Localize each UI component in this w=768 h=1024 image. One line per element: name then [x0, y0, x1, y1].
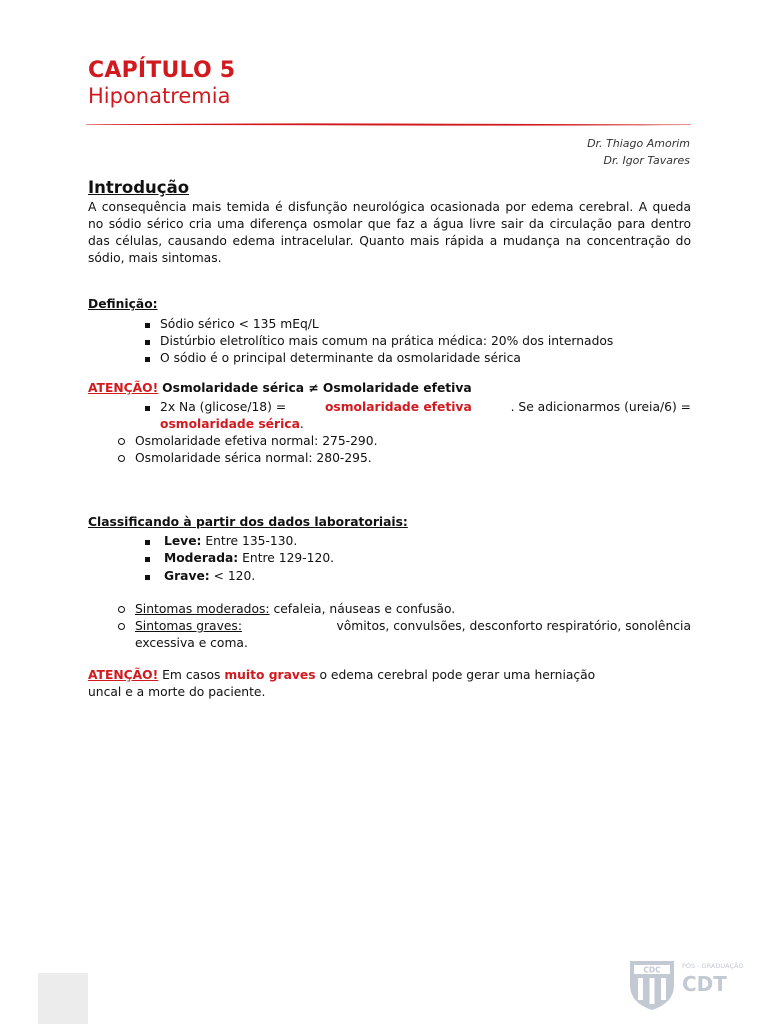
- chapter-label: CAPÍTULO 5: [88, 58, 236, 83]
- shield-text: CDC: [643, 965, 661, 975]
- definition-item: Sódio sérico < 135 mEq/L: [160, 317, 319, 331]
- square-bullet-icon: [145, 557, 150, 562]
- square-bullet-icon: [145, 357, 150, 362]
- shield-icon: [628, 955, 758, 1011]
- severity-label: Leve:: [164, 534, 202, 548]
- attention-note-cont: uncal e a morte do paciente.: [88, 685, 266, 699]
- formula-serum: osmolaridade sérica: [160, 417, 300, 431]
- logo-subtitle: PÓS - GRADUAÇÃO: [682, 962, 744, 970]
- page-corner-block: [38, 973, 88, 1024]
- severity-level: [164, 550, 334, 567]
- symptom-item: [135, 601, 455, 618]
- circle-bullet-icon: [118, 606, 125, 613]
- circle-bullet-icon: [118, 455, 125, 462]
- author-1: Dr. Thiago Amorim: [587, 137, 690, 150]
- formula-middle: . Se adicionarmos (ureia/6) =: [510, 400, 691, 414]
- attention-text: Em casos: [158, 668, 225, 682]
- symptom-text: vômitos, convulsões, desconforto respiratório, sonolência: [336, 619, 691, 633]
- formula-end: .: [299, 417, 304, 431]
- severity-range: Entre 129-120.: [238, 551, 335, 565]
- normal-value: Osmolaridade sérica normal: 280-295.: [135, 451, 372, 465]
- definition-heading: Definição:: [88, 297, 158, 311]
- attention-note: [88, 667, 691, 684]
- severity-range: < 120.: [209, 569, 256, 583]
- attention-title: Osmolaridade sérica ≠ Osmolaridade efetiva: [162, 381, 472, 395]
- square-bullet-icon: [145, 340, 150, 345]
- logo-text: CDT: [682, 972, 727, 996]
- square-bullet-icon: [145, 540, 150, 545]
- severity-range: Entre 135-130.: [201, 534, 298, 548]
- severity-level: [164, 568, 255, 585]
- cdt-logo: [628, 955, 758, 1011]
- symptom-text-cont: excessiva e coma.: [135, 636, 248, 650]
- definition-item: Distúrbio eletrolítico mais comum na prática médica: 20% dos internados: [160, 334, 614, 348]
- intro-paragraph: A consequência mais temida é disfunção neurológica ocasionada por edema cerebral. A queda no sódio sérico cria uma diferença osmolar que faz a água livre sair da circulação para dentro das células, causando edema intracelular. Quanto mais rápida a mudança na concentração do sódio, mais sintomas.: [88, 200, 691, 265]
- attention-emphasis: muito graves: [224, 668, 316, 682]
- circle-bullet-icon: [118, 438, 125, 445]
- formula-line: [160, 399, 691, 416]
- attention-heading: [88, 380, 472, 397]
- symptom-text: cefaleia, náuseas e confusão.: [269, 602, 456, 616]
- red-divider: [86, 121, 691, 127]
- definition-item: O sódio é o principal determinante da osmolaridade sérica: [160, 351, 521, 365]
- symptom-label: Sintomas moderados:: [135, 602, 270, 616]
- normal-value: Osmolaridade efetiva normal: 275-290.: [135, 434, 378, 448]
- square-bullet-icon: [145, 575, 150, 580]
- symptom-label: Sintomas graves:: [135, 619, 242, 633]
- attention-text: o edema cerebral pode gerar uma herniação: [315, 668, 596, 682]
- severity-label: Grave:: [164, 569, 210, 583]
- author-2: Dr. Igor Tavares: [603, 154, 690, 167]
- square-bullet-icon: [145, 406, 150, 411]
- classification-heading: Classificando à partir dos dados laboratoriais:: [88, 515, 408, 529]
- formula-prefix: 2x Na (glicose/18) =: [160, 400, 287, 414]
- circle-bullet-icon: [118, 623, 125, 630]
- attention-label: ATENÇÃO!: [88, 381, 159, 395]
- formula-effective: osmolaridade efetiva: [324, 400, 472, 414]
- chapter-title: Hiponatremia: [88, 84, 231, 108]
- severity-label: Moderada:: [164, 551, 239, 565]
- attention-label: ATENÇÃO!: [88, 668, 159, 682]
- formula-line-2: [160, 416, 304, 433]
- square-bullet-icon: [145, 323, 150, 328]
- severity-level: [164, 533, 297, 550]
- symptom-item: [135, 618, 691, 635]
- intro-heading: Introdução: [88, 178, 190, 197]
